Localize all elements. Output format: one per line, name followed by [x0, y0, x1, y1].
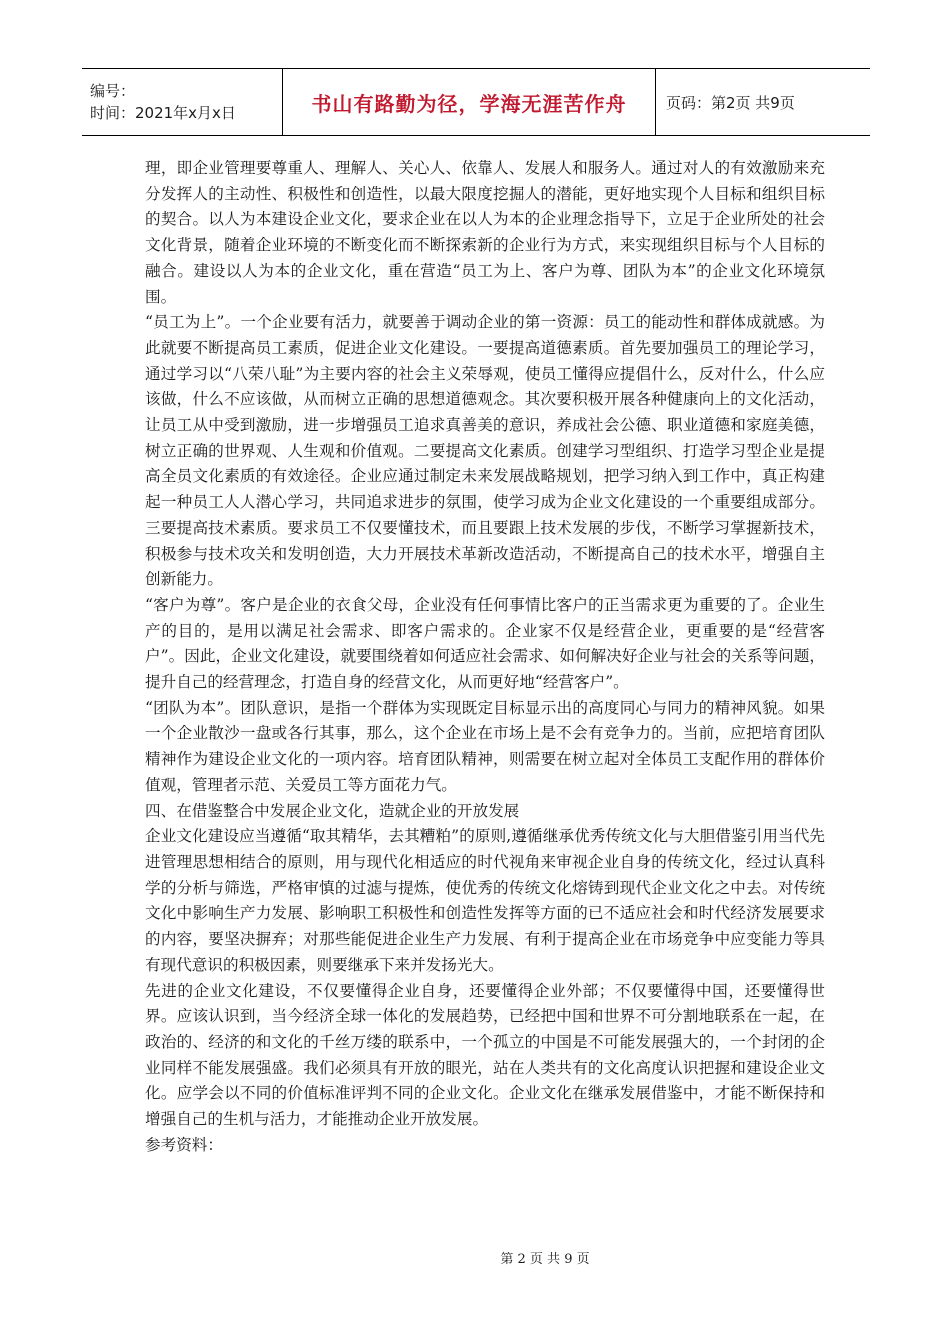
header-motto-cell — [282, 69, 656, 135]
paragraph: “客户为尊”。客户是企业的衣食父母，企业没有任何事情比客户的正当需求更为重要的了。企业生产的目的，是用以满足社会需求、即客户需求的。企业家不仅是经营企业，更重要的是“经营客户”。因此，企业文化建设，就要围绕着如何适应社会需求、如何解决好企业与社会的关系等问题，提升自己的经营理念，打造自身的经营文化，从而更好地“经营客户”。 — [145, 595, 825, 692]
header-motto: 书山有路勤为径，学海无涯苦作舟 — [311, 91, 627, 116]
paragraph: 先进的企业文化建设，不仅要懂得企业自身，还要懂得企业外部；不仅要懂得中国，还要懂得世界。应该认识到，当今经济全球一体化的发展趋势，已经把中国和世界不可分割地联系在一起，在政治的、经济的和文化的千丝万缕的联系中，一个孤立的中国是不可能发展强大的，一个封闭的企业同样不能发展强盛。我们必须具有开放的眼光，站在人类共有的文化高度认识把握和建设企业文化。应学会以不同的价值标准评判不同的企业文化。企业文化在继承发展借鉴中，才能不断保持和增强自己的生机与活力，才能推动企业开放发展。 — [145, 981, 825, 1129]
number-label: 编号： — [90, 82, 136, 100]
document-body — [145, 156, 825, 1158]
page-footer: 第 2 页 共 9 页 — [500, 1252, 590, 1267]
header-meta — [82, 69, 282, 135]
time-label: 时间：2021年x月x日 — [90, 104, 236, 122]
paragraph: 企业文化建设应当遵循“取其精华，去其糟粕”的原则,遵循继承优秀传统文化与大胆借鉴引用当代先进管理思想相结合的原则，用与现代化相适应的时代视角来审视企业自身的传统文化，经过认真科学的分析与筛选，严格审慎的过滤与提炼，使优秀的传统文化熔铸到现代企业文化之中去。对传统文化中影响生产力发展、影响职工积极性和创造性发挥等方面的已不适应社会和时代经济发展要求的内容，要坚决摒弃；对那些能促进企业生产力发展、有利于提高企业在市场竞争中应变能力等具有现代意识的积极因素，则要继承下来并发扬光大。 — [145, 827, 825, 974]
references-label: 参考资料： — [145, 1135, 223, 1154]
paragraph: “员工为上”。一个企业要有活力，就要善于调动企业的第一资源：员工的能动性和群体成就感。为此就要不断提高员工素质，促进企业文化建设。一要提高道德素质。首先要加强员工的理论学习，通过学习以“八荣八耻”为主要内容的社会主义荣辱观，使员工懂得应提倡什么，反对什么，什么应该做，什么不应该做，从而树立正确的思想道德观念。其次要积极开展各种健康向上的文化活动，让员工从中受到激励，进一步增强员工追求真善美的意识，养成社会公德、职业道德和家庭美德，树立正确的世界观、人生观和价值观。二要提高文化素质。创建学习型组织、打造学习型企业是提高全员文化素质的有效途径。企业应通过制定未来发展战略规划，把学习纳入到工作中，真正构建起一种员工人人潜心学习，共同追求进步的氛围，使学习成为企业文化建设的一个重要组成部分。三要提高技术素质。要求员工不仅要懂技术，而且要跟上技术发展的步伐，不断学习掌握新技术，积极参与技术攻关和发明创造，大力开展技术革新改造活动，不断提高自己的技术水平，增强自主创新能力。 — [145, 313, 825, 589]
paragraph: “团队为本”。团队意识，是指一个群体为实现既定目标显示出的高度同心与同力的精神风貌。如果一个企业散沙一盘或各行其事，那么，这个企业在市场上是不会有竞争力的。当前，应把培育团队精神作为建设企业文化的一项内容。培育团队精神，则需要在树立起对全体员工支配作用的群体价值观，管理者示范、关爱员工等方面花力气。 — [145, 698, 825, 794]
header-page-cell — [656, 69, 870, 135]
section-heading: 四、在借鉴整合中发展企业文化，造就企业的开放发展 — [145, 801, 520, 820]
document-header — [82, 68, 870, 136]
paragraph: 理，即企业管理要尊重人、理解人、关心人、依靠人、发展人和服务人。通过对人的有效激励来充分发挥人的主动性、积极性和创造性，以最大限度挖掘人的潜能，更好地实现个人目标和组织目标的契合。以人为本建设企业文化，要求企业在以人为本的企业理念指导下，立足于企业所处的社会文化背景，随着企业环境的不断变化而不断探索新的企业行为方式，来实现组织目标与个人目标的融合。建设以人为本的企业文化，重在营造“员工为上、客户为尊、团队为本”的企业文化环境氛围。 — [145, 159, 825, 306]
page-label: 页码：第2页 共9页 — [666, 93, 795, 112]
